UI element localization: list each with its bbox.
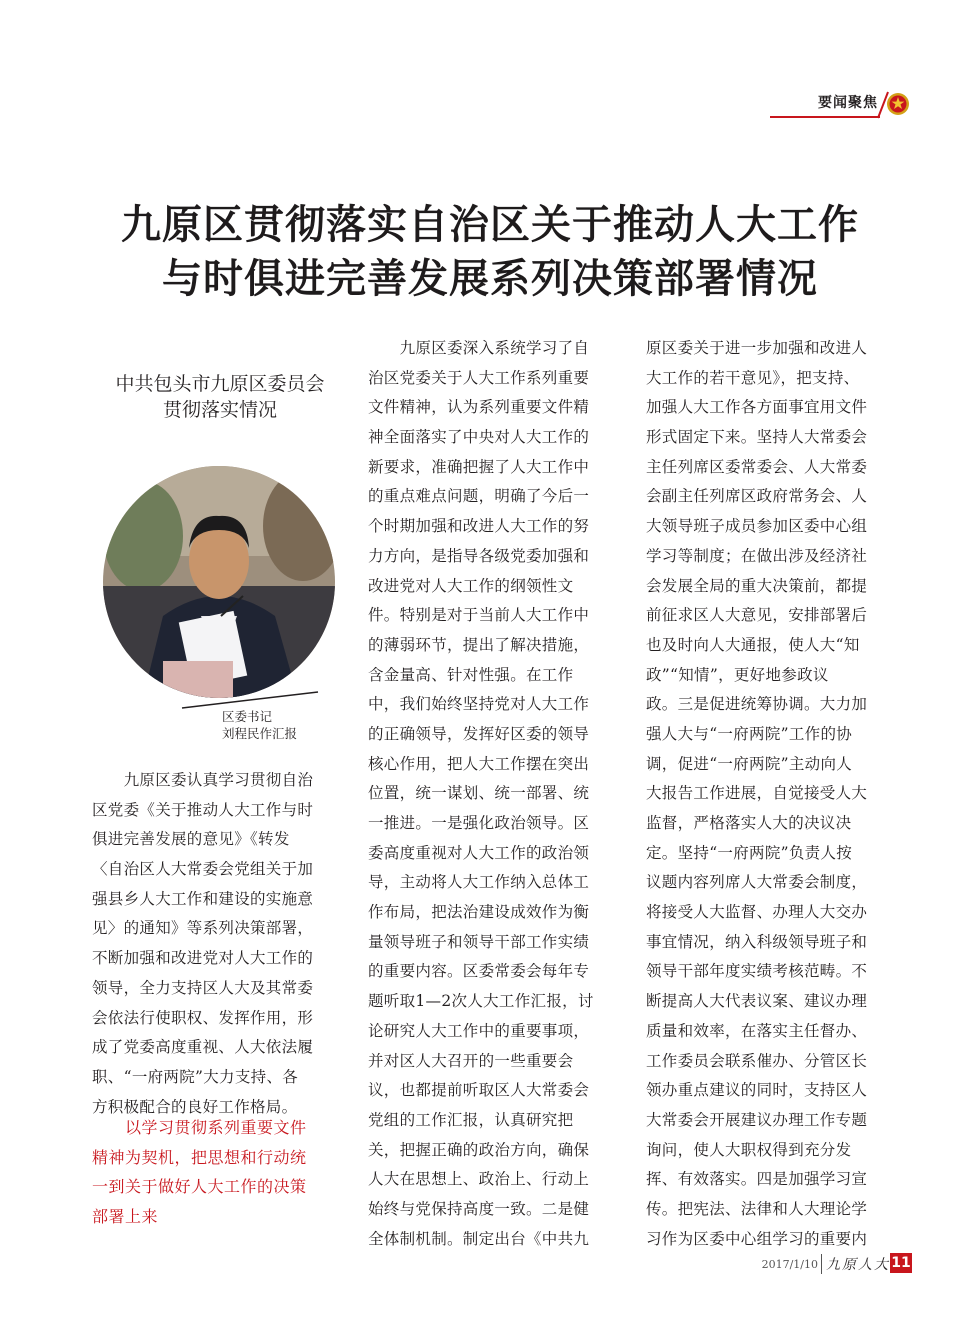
text-line: 九原区委深入系统学习了自: [368, 339, 590, 357]
highlight-text: [92, 1113, 328, 1232]
issue-date: 2017/1/10: [761, 1258, 818, 1271]
text-line: 定。坚持“一府两院”负责人按: [646, 843, 853, 862]
text-line: 会副主任列席区政府常务会、人: [646, 487, 868, 506]
text-line: 政。三是促进统筹协调。大力加: [646, 695, 868, 714]
text-line: 职、“一府两院”大力支持、各: [92, 1067, 299, 1086]
text-line: 加强人大工作各方面事宜用文件: [646, 398, 868, 417]
text-line: 成了党委高度重视、人大依法履: [92, 1038, 314, 1057]
text-line: 党组的工作汇报，认真研究把: [368, 1110, 574, 1129]
text-line: 精神为契机，把思想和行动统: [92, 1147, 307, 1167]
text-line: 领导干部年度实绩考核范畴。不: [646, 962, 868, 981]
text-line: 工作委员会联系催办、分管区长: [646, 1051, 868, 1070]
text-line: 形式固定下来。坚持人大常委会: [646, 428, 868, 447]
page-number: 11: [891, 1255, 911, 1271]
text-line: 以学习贯彻系列重要文件: [92, 1118, 307, 1137]
caption-line2: 刘程民作汇报: [222, 726, 298, 741]
text-line: 监督，严格落实人大的决议决: [646, 814, 852, 832]
text-line: 位置，统一谋划、统一部署、统: [368, 784, 590, 803]
text-line: 询问，使人大职权得到充分发: [646, 1140, 852, 1159]
text-line: 的薄弱环节，提出了解决措施，: [368, 635, 590, 654]
text-line: 导，主动将人大工作纳入总体工: [368, 873, 590, 892]
text-line: 学习等制度；在做出涉及经济社: [646, 546, 868, 565]
section-label: 要闻聚焦: [818, 95, 878, 111]
text-line: 含金量高、针对性强。在工作: [368, 665, 574, 684]
photo-caption: [222, 708, 362, 742]
subtitle-line2: 贯彻落实情况: [162, 399, 277, 421]
text-line: 质量和效率，在落实主任督办、: [646, 1021, 868, 1040]
text-line: 俱进完善发展的意见》《转发: [92, 830, 290, 849]
text-line: 文件精神，认为系列重要文件精: [368, 398, 590, 417]
text-line: 论研究人大工作中的重要事项，: [368, 1021, 590, 1040]
text-line: 事宜情况，纳入科级领导班子和: [646, 932, 868, 951]
text-line: 传。把宪法、法律和人大理论学: [646, 1199, 868, 1218]
text-line: 前征求区人大意见，安排部署后: [646, 606, 868, 625]
speaker-photo: [103, 466, 335, 698]
text-line: 始终与党保持高度一致。二是健: [368, 1199, 590, 1218]
text-line: 大领导班子成员参加区委中心组: [646, 517, 868, 536]
text-line: 部署上来: [92, 1207, 159, 1227]
text-line: 的重点难点问题，明确了今后一: [368, 487, 590, 506]
article-title-line2: 与时俱进完善发展系列决策部署情况: [162, 255, 818, 302]
text-line: 核心作用，把人大工作摆在突出: [368, 754, 590, 773]
text-line: 议，也都提前听取区人大常委会: [368, 1081, 590, 1100]
text-line: 题听取1—2次人大工作汇报，讨: [368, 992, 594, 1011]
text-line: 的正确领导，发挥好区委的领导: [368, 724, 590, 743]
text-line: 原区委关于进一步加强和改进人: [646, 339, 868, 357]
text-line: 大报告工作进展，自觉接受人大: [646, 784, 868, 803]
caption-pointer-line: [180, 690, 320, 710]
text-line: 政”“知情”，更好地参政议: [646, 665, 829, 684]
text-line: 强县乡人大工作和建设的实施意: [92, 889, 314, 908]
text-line: 大工作的若干意见》，把支持、: [646, 368, 860, 387]
magazine-name: 九原人大: [826, 1257, 890, 1273]
footer-divider: [821, 1254, 822, 1274]
text-line: 领导，全力支持区人大及其常委: [92, 978, 314, 997]
text-line: 作布局，把法治建设成效作为衡: [368, 903, 590, 922]
text-line: 大常委会开展建议办理工作专题: [646, 1110, 868, 1129]
text-line: 也及时向人大通报，使人大“知: [646, 635, 860, 654]
caption-line1: 区委书记: [222, 709, 273, 724]
text-line: 不断加强和改进党对人大工作的: [92, 949, 314, 968]
text-line: 九原区委认真学习贯彻自治: [92, 771, 314, 789]
text-line: 见〉的通知》等系列决策部署，: [92, 919, 314, 938]
text-line: 领办重点建议的同时，支持区人: [646, 1081, 868, 1100]
text-line: 一到关于做好人大工作的决策: [92, 1177, 307, 1197]
text-line: 断提高人大代表议案、建议办理: [646, 992, 868, 1011]
text-line: 方积极配合的良好工作格局。: [92, 1097, 298, 1116]
text-line: 会依法行使职权、发挥作用，形: [92, 1008, 314, 1027]
text-line: 调，促进“一府两院”主动向人: [646, 754, 853, 773]
text-line: 神全面落实了中央对人大工作的: [368, 428, 590, 447]
text-line: 量领导班子和领导干部工作实绩: [368, 932, 590, 951]
text-line: 习作为区委中心组学习的重要内: [646, 1229, 868, 1248]
column-3: [646, 334, 878, 1254]
text-line: 〈自治区人大常委会党组关于加: [92, 860, 314, 879]
text-line: 治区党委关于人大工作系列重要: [368, 368, 590, 387]
header-rule: [770, 116, 880, 118]
text-line: 中，我们始终坚持党对人大工作: [368, 695, 590, 714]
column-1: [92, 766, 328, 1122]
text-line: 关，把握正确的政治方向，确保: [368, 1140, 590, 1159]
text-line: 的重要内容。区委常委会每年专: [368, 962, 590, 981]
national-emblem-icon: [886, 92, 910, 116]
text-line: 会发展全局的重大决策前，都提: [646, 576, 868, 595]
text-line: 议题内容列席人大常委会制度，: [646, 873, 868, 892]
text-line: 个时期加强和改进人大工作的努: [368, 517, 590, 536]
article-title-line1: 九原区贯彻落实自治区关于推动人大工作: [121, 201, 859, 248]
text-line: 主任列席区委常委会、人大常委: [646, 457, 868, 476]
text-line: 全体制机制。制定出台《中共九: [368, 1229, 590, 1248]
column-2: [368, 334, 600, 1254]
text-line: 区党委《关于推动人大工作与时: [92, 800, 314, 819]
text-line: 委高度重视对人大工作的政治领: [368, 843, 590, 862]
text-line: 挥、有效落实。四是加强学习宣: [646, 1170, 868, 1189]
text-line: 人大在思想上、政治上、行动上: [368, 1170, 590, 1189]
text-line: 力方向，是指导各级党委加强和: [368, 546, 590, 565]
text-line: 强人大与“一府两院”工作的协: [646, 724, 853, 743]
subtitle-line1: 中共包头市九原区委员会: [115, 373, 325, 395]
text-line: 新要求，准确把握了人大工作中: [368, 457, 590, 476]
text-line: 改进党对人大工作的纲领性文: [368, 576, 574, 595]
text-line: 件。特别是对于当前人大工作中: [368, 606, 590, 625]
text-line: 并对区人大召开的一些重要会: [368, 1051, 574, 1070]
text-line: 将接受人大监督、办理人大交办: [646, 903, 868, 922]
text-line: 一推进。一是强化政治领导。区: [368, 814, 590, 832]
